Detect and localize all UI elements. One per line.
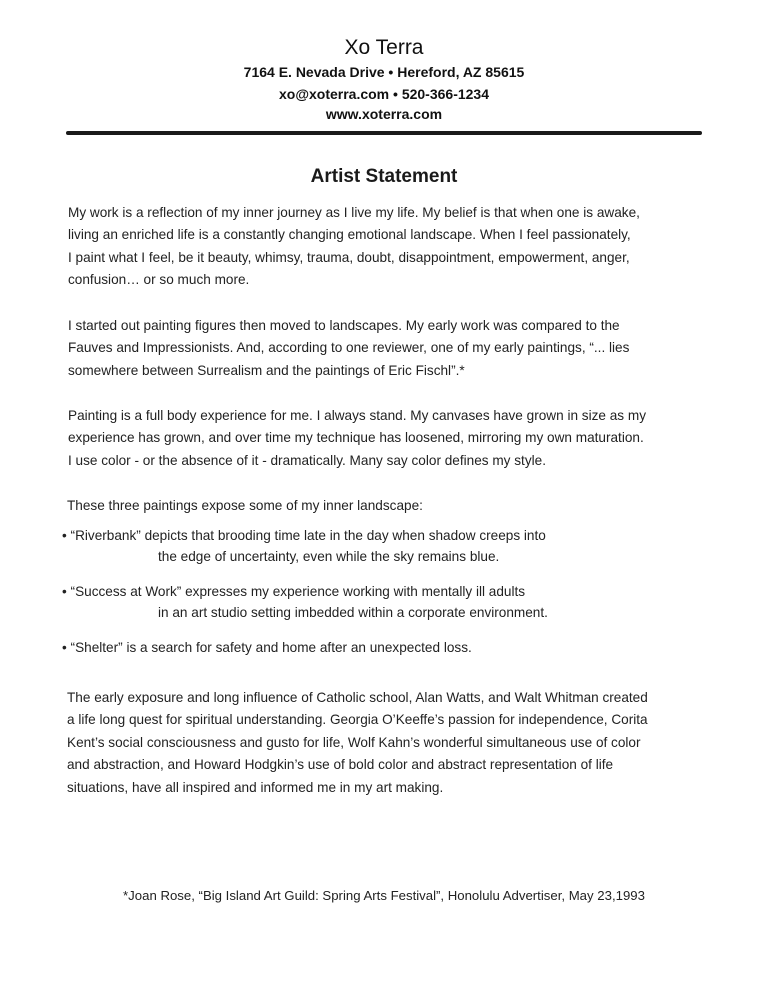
text-line: I started out painting figures then moved to landscapes. My early work was compared to the bbox=[68, 318, 620, 333]
text-line: confusion… or so much more. bbox=[68, 272, 250, 288]
text-line: somewhere between Surrealism and the paintings of Eric Fischl”.* bbox=[68, 362, 465, 378]
text-line: I use color - or the absence of it - dramatically. Many say color defines my style. bbox=[68, 452, 546, 468]
text-line: and abstraction, and Howard Hodgkin’s use of bold color and abstract representation of life bbox=[67, 757, 614, 773]
bullet-success-at-work-continued: in an art studio setting imbedded within a corporate environment. bbox=[158, 605, 548, 620]
paragraph-3 bbox=[68, 405, 708, 472]
footnote-citation: *Joan Rose, “Big Island Art Guild: Spring Arts Festival”, Honolulu Advertiser, May 23,1993 bbox=[123, 888, 645, 903]
bullet-riverbank: • “Riverbank” depicts that brooding time late in the day when shadow creeps into bbox=[62, 528, 546, 543]
website-line: www.xoterra.com bbox=[325, 106, 443, 122]
text-line: situations, have all inspired and informed me in my art making. bbox=[67, 779, 444, 795]
bullet-success-at-work: • “Success at Work” expresses my experience working with mentally ill adults bbox=[62, 584, 526, 599]
header-divider bbox=[66, 131, 702, 135]
artist-name: Xo Terra bbox=[344, 36, 424, 59]
text-line: I paint what I feel, be it beauty, whimsy, trauma, doubt, disappointment, empowerment, anger, bbox=[68, 249, 630, 265]
text-line: Fauves and Impressionists. And, according to one reviewer, one of my early paintings, “... lies bbox=[68, 340, 630, 356]
bullet-riverbank-continued: the edge of uncertainty, even while the sky remains blue. bbox=[158, 549, 500, 564]
text-line: Kent’s social consciousness and gusto for life, Wolf Kahn’s wonderful simultaneous use of color bbox=[67, 734, 641, 750]
page-title: Artist Statement bbox=[310, 166, 458, 187]
text-line: My work is a reflection of my inner journey as I live my life. My belief is that when one is awake, bbox=[68, 205, 640, 220]
text-line: experience has grown, and over time my technique has loosened, mirroring my own maturation. bbox=[68, 430, 644, 446]
list-intro: These three paintings expose some of my inner landscape: bbox=[67, 498, 423, 513]
text-line: a life long quest for spiritual understanding. Georgia O’Keeffe’s passion for independence, Corita bbox=[67, 712, 648, 728]
paragraph-1 bbox=[68, 202, 708, 292]
paragraph-2 bbox=[68, 315, 708, 382]
email-phone-line: xo@xoterra.com • 520-366-1234 bbox=[279, 86, 489, 102]
text-line: The early exposure and long influence of Catholic school, Alan Watts, and Walt Whitman created bbox=[67, 690, 648, 705]
text-line: Painting is a full body experience for me. I always stand. My canvases have grown in size as my bbox=[68, 408, 647, 423]
address-line: 7164 E. Nevada Drive • Hereford, AZ 85615 bbox=[243, 64, 525, 80]
paragraph-4 bbox=[67, 687, 707, 799]
text-line: living an enriched life is a constantly changing emotional landscape. When I feel passionately, bbox=[68, 227, 631, 243]
bullet-shelter: • “Shelter” is a search for safety and home after an unexpected loss. bbox=[62, 640, 472, 655]
